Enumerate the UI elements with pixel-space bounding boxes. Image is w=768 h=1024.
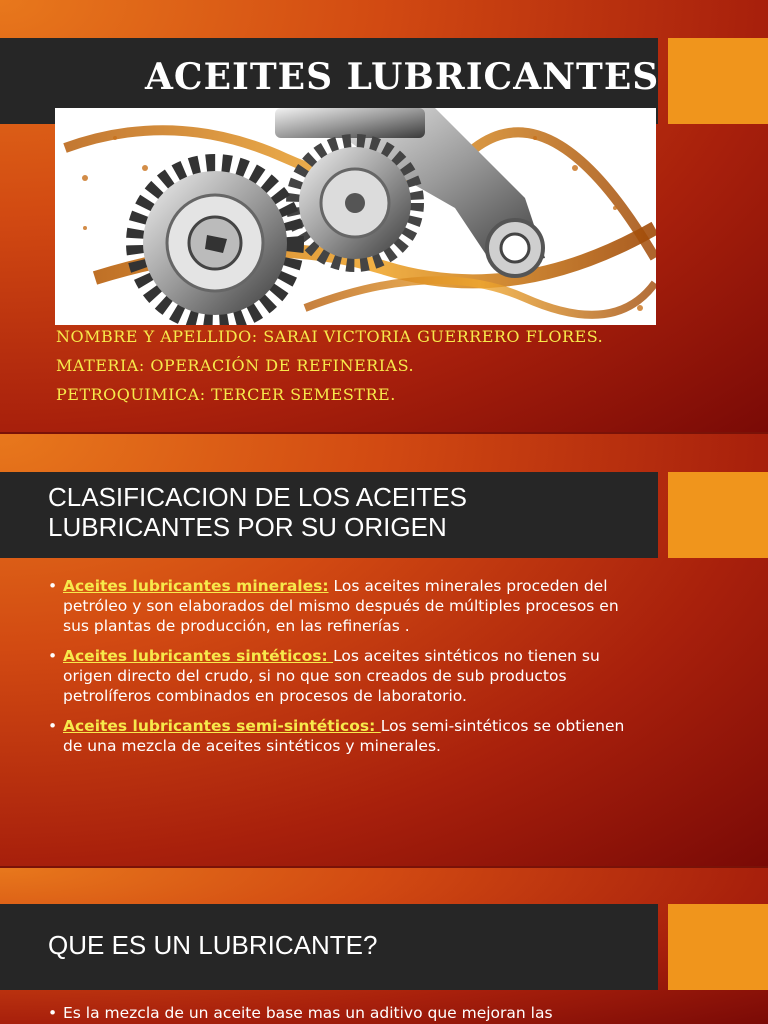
program-line: PETROQUIMICA: TERCER SEMESTRE. xyxy=(56,385,396,404)
bullet-glyph: • xyxy=(48,717,58,735)
subject-line: MATERIA: OPERACIÓN DE REFINERIAS. xyxy=(56,356,415,375)
bullet-term: Aceites lubricantes sintéticos: xyxy=(63,647,334,665)
slide-title: ACEITES LUBRICANTES xyxy=(145,56,660,98)
accent-block xyxy=(668,472,768,558)
bullet-text: Los semi-sintéticos se obtienen de una mezcla de aceites sintéticos y minerales. xyxy=(63,717,625,755)
accent-block xyxy=(668,904,768,990)
list-item xyxy=(48,576,648,636)
bullet-term: Aceites lubricantes minerales: xyxy=(63,577,329,595)
bullet-text: Es la mezcla de un aceite base mas un aditivo que mejoran las xyxy=(63,1004,553,1022)
bullet-text: Los aceites sintéticos no tienen su origen directo del crudo, si no que son creados de sub productos petrolíferos combinados en procesos de laboratorio. xyxy=(63,647,600,705)
bullet-glyph: • xyxy=(48,647,58,665)
gears-illustration xyxy=(55,108,656,325)
slide-title: QUE ES UN LUBRICANTE? xyxy=(48,930,378,960)
list-item xyxy=(48,646,648,706)
slide-2 xyxy=(0,434,768,866)
list-item xyxy=(48,716,648,756)
bullet-term: Aceites lubricantes semi-sintéticos: xyxy=(63,717,381,735)
classification-list xyxy=(48,576,648,766)
bullet-glyph: • xyxy=(48,1004,58,1022)
bullet-glyph: • xyxy=(48,577,58,595)
list-item xyxy=(48,1003,663,1023)
slide-1 xyxy=(0,0,768,432)
gears-oil-image xyxy=(55,108,656,325)
slide-3 xyxy=(0,868,768,1024)
accent-block xyxy=(668,38,768,124)
slide-title: CLASIFICACION DE LOS ACEITES LUBRICANTES POR SU ORIGEN xyxy=(48,482,467,542)
student-name: NOMBRE Y APELLIDO: SARAI VICTORIA GUERRERO FLORES. xyxy=(56,327,604,346)
bullet-text: Los aceites minerales proceden del petróleo y son elaborados del mismo después de múltiples procesos en sus plantas de producción, en las refinerías . xyxy=(63,577,619,635)
